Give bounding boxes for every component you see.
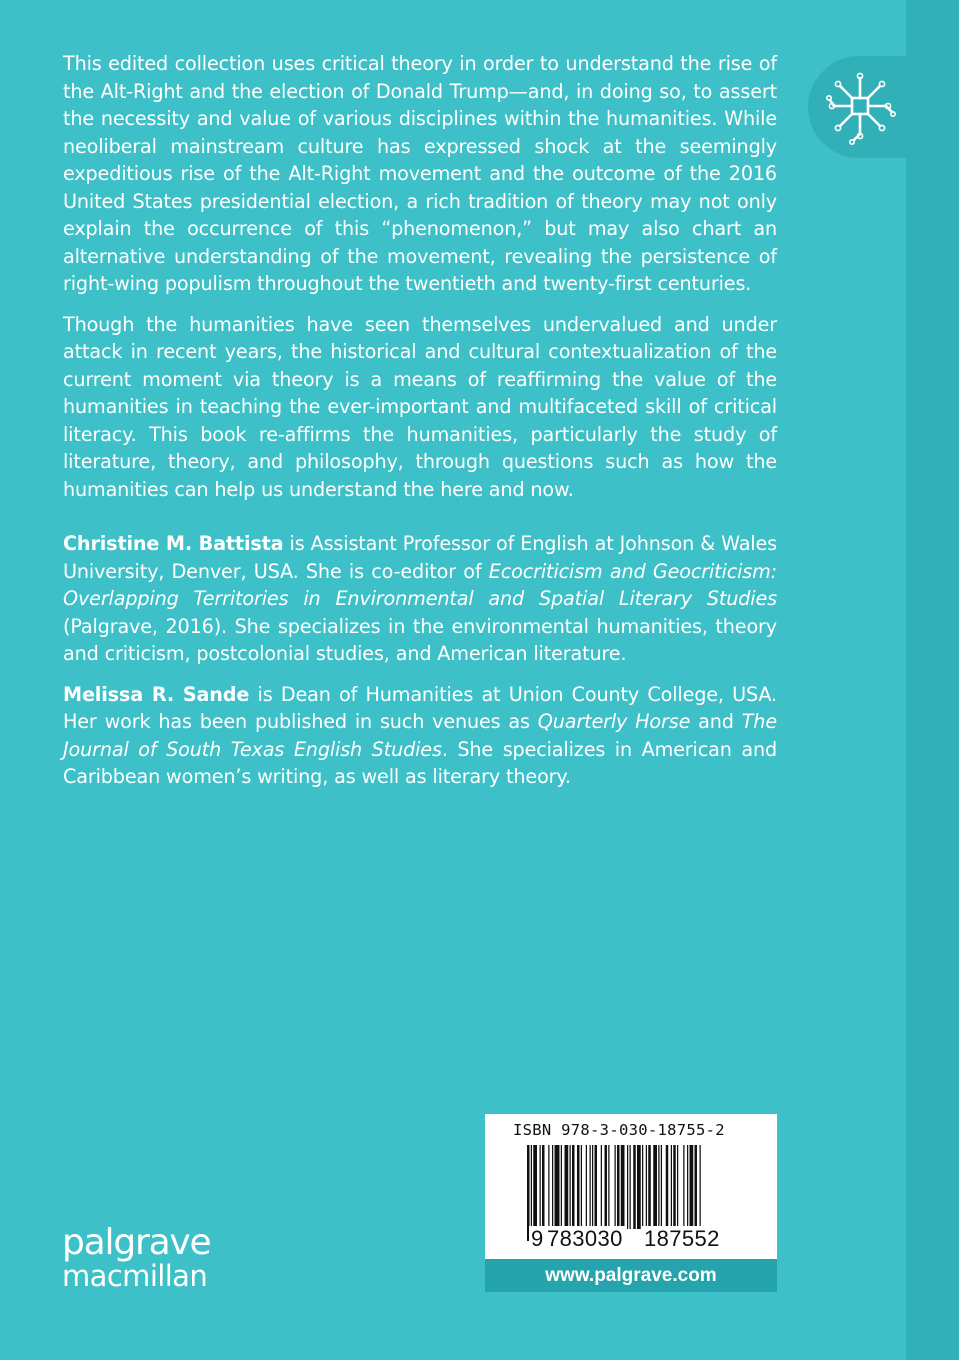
barcode-bar: [690, 1145, 694, 1229]
palgrave-network-icon: [820, 64, 900, 150]
book-title: Ecocriticism and Geocriticism: Overlapping Territories in Environmental and Spatial Literary Studies: [63, 559, 777, 610]
barcode-bar: [595, 1145, 598, 1229]
barcode-bar: [601, 1145, 602, 1229]
barcode-bar: [633, 1145, 636, 1229]
barcode-digits-right: 187552: [644, 1226, 720, 1251]
barcode-bar: [570, 1145, 571, 1229]
barcode-bar: [572, 1145, 575, 1229]
publisher-url: www.palgrave.com: [485, 1259, 777, 1292]
barcode-digits-left: 783030: [547, 1226, 623, 1251]
barcode-digit-first: 9: [531, 1226, 544, 1251]
publication-title: The Journal of South Texas English Studies: [63, 710, 777, 761]
barcode-bar: [565, 1145, 569, 1229]
logo-palgrave: palgrave: [62, 1222, 211, 1263]
barcode-bar: [630, 1145, 631, 1229]
author-name: Melissa R. Sande: [63, 682, 250, 706]
barcode-bar: [590, 1145, 591, 1229]
barcode-bar: [687, 1145, 688, 1229]
barcode-bar: [542, 1145, 545, 1229]
author-bio-sande: [63, 681, 777, 791]
barcode-bar: [637, 1145, 641, 1229]
barcode-bar: [683, 1145, 684, 1229]
barcode-bar: [586, 1145, 587, 1229]
author-bio-battista: [63, 530, 777, 668]
bio-text: is Assistant Professor of English at Johnson & Wales University, Denver, USA. She is co-editor of: [63, 532, 777, 583]
barcode-bar: [646, 1145, 647, 1229]
barcode-bar: [653, 1145, 657, 1229]
barcode-bar: [648, 1145, 651, 1229]
barcode-bar: [548, 1145, 549, 1229]
barcode-bar: [642, 1145, 643, 1229]
publication-title: Quarterly Horse: [537, 710, 691, 733]
barcode-bar: [666, 1145, 669, 1229]
barcode-bar: [577, 1145, 580, 1229]
isbn-label: ISBN 978-3-030-18755-2: [513, 1121, 725, 1139]
barcode-bar: [592, 1145, 593, 1229]
publisher-tab: [808, 56, 907, 158]
barcode-bar: [627, 1145, 628, 1229]
bio-text: . She specializes in American and Caribbean women’s writing, as well as literary theory.: [63, 737, 777, 788]
barcode-bar: [615, 1145, 616, 1229]
barcode-bar: [555, 1145, 560, 1229]
barcode-bar: [673, 1145, 676, 1229]
back-cover-text: [63, 50, 777, 791]
barcode-bar: [671, 1145, 672, 1229]
book-spine: [906, 0, 959, 1360]
barcode-bar: [661, 1145, 662, 1229]
bio-text: and: [690, 710, 742, 733]
barcode-bar: [552, 1145, 553, 1229]
barcode-bar: [581, 1145, 582, 1229]
barcode-bar: [677, 1145, 678, 1229]
barcode-bar: [700, 1145, 701, 1229]
barcode-bar: [561, 1145, 562, 1229]
barcode-bar: [540, 1145, 541, 1229]
palgrave-macmillan-logo: [62, 1222, 211, 1293]
bio-text: (Palgrave, 2016). She specializes in the environmental humanities, theory and criticism, postcolonial studies, and American literature.: [63, 614, 777, 665]
barcode-bar: [658, 1145, 659, 1229]
description-paragraph-1: This edited collection uses critical theory in order to understand the rise of the Alt-Right and the election of Donald Trump—and, in doing so, to assert the necessity and value of various disciplines within the humanities. While neoliberal mainstream culture has expressed shock at the seemingly expeditious rise of the Alt-Right movement and the outcome of the 2016 United States presidential election, a rich tradition of theory may not only explain the occurrence of this “phenomenon,” but may also chart an alternative understanding of the movement, revealing the persistence of right-wing populism throughout the twentieth and twenty-first centuries.: [63, 52, 777, 295]
bio-text: is Dean of Humanities at Union County College, USA. Her work has been published in such venues as: [63, 682, 777, 733]
author-name: Christine M. Battista: [63, 532, 284, 555]
description-paragraph-2: Though the humanities have seen themselves undervalued and under attack in recent years, the historical and cultural contextualization of the current moment via theory is a means of reaffirming the value of the humanities in teaching the ever-important and multifaceted skill of critical literacy. This book re-affirms the humanities, particularly the study of literature, theory, and philosophy, through questions such as how the humanities can help us understand the here and now.: [63, 312, 777, 501]
barcode-bar: [608, 1145, 609, 1229]
barcode-bar: [533, 1145, 537, 1229]
barcode-bar: [605, 1145, 608, 1229]
isbn-barcode: [485, 1114, 777, 1260]
barcode-bar: [617, 1145, 620, 1229]
logo-macmillan: macmillan: [62, 1259, 208, 1293]
barcode-bar: [695, 1145, 698, 1229]
